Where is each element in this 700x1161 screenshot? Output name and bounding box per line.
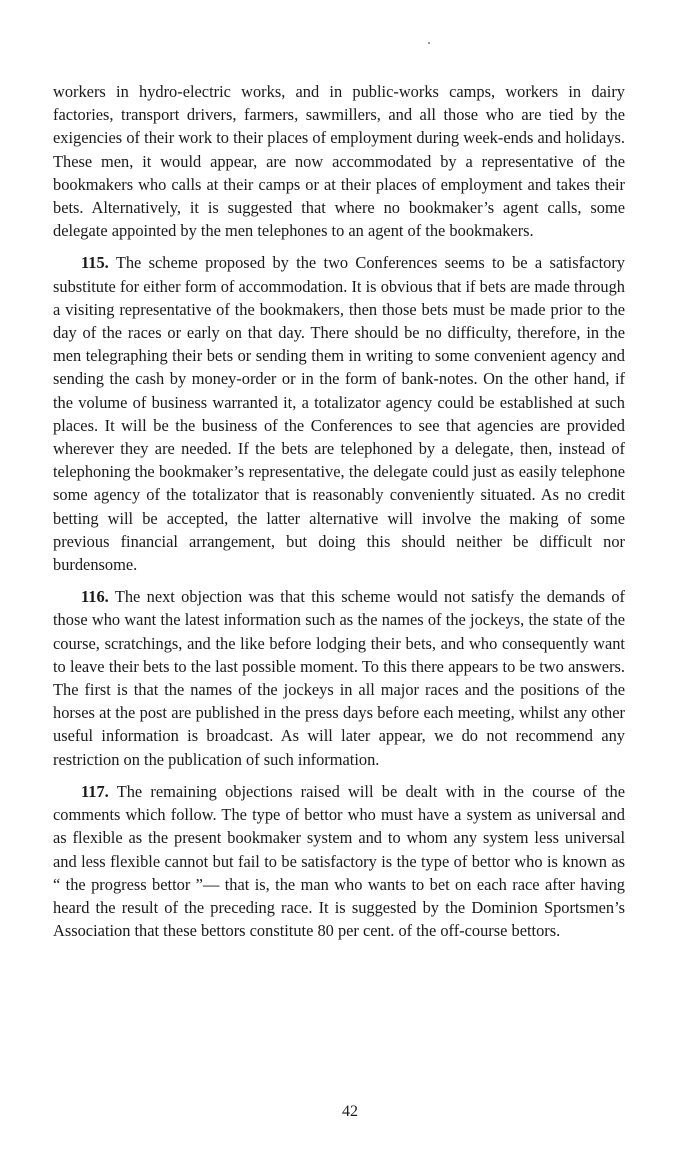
page-number: 42 [342,1103,358,1120]
paragraph-text: workers in hydro-electric works, and in public-works camps, workers in dairy factories, transport drivers, farmers, sawmillers, and all those who are tied by the exigencies of their work to their places of employment during week-ends and holidays. These men, it would appear, are now accommodated by a representative of the bookmakers who calls at their camps or at their places of employment and takes their bets. Alternatively, it is suggested that where no bookmaker’s agent calls, some delegate appointed by the men telephones to an agent of the bookmakers. [53,82,625,241]
paragraph-number: 116. [81,587,109,607]
paragraph-text: The remaining objections raised will be dealt with in the course of the comments which follow. The type of bettor who must have a system as universal and as flexible as the present bookmaker system and to whom any system less universal and less flexible cannot but fail to be satisfactory is the type of bettor who is known as “ the progress bettor ”— that is, the man who wants to bet on each race after having heard the result of the preceding race. It is suggested by the Dominion Sportsmen’s Association that these bettors constitute 80 per cent. of the off-course bettors. [53,781,625,941]
paragraph-number: 115. [81,253,109,273]
scan-speck [428,42,430,44]
document-body [53,80,625,951]
paragraph-continuation [53,80,625,242]
paragraph-116 [53,585,625,771]
paragraph-number: 117. [81,781,109,801]
paragraph-text: The next objection was that this scheme would not satisfy the demands of those who want the latest information such as the names of the jockeys, the state of the course, scratchings, and the like before lodging their bets, and who consequently want to leave their bets to the last possible moment. To this there appears to be two answers. The first is that the names of the jockeys in all major races and the positions of the horses at the post are published in the press days before each meeting, whilst any other useful information is broadcast. As will later appear, we do not recommend any restriction on the publication of such information. [53,587,625,769]
paragraph-117 [53,780,625,942]
paragraph-text: The scheme proposed by the two Conferences seems to be a satisfactory substitute for either form of accommodation. It is obvious that if bets are made through a visiting representative of the bookmakers, then those bets must be made prior to the day of the races or early on that day. There should be no difficulty, therefore, in the men telegraphing their bets or sending them in writing to some convenient agency and sending the cash by money-order or in the form of bank-notes. On the other hand, if the volume of business warranted it, a totalizator agency could be established at such places. It will be the business of the Conferences to see that agencies are provided wherever they are needed. If the bets are telephoned by a delegate, then, instead of telephoning the bookmaker’s representative, the delegate could just as easily telephone some agency of the totalizator that is reasonably conveniently situated. As no credit betting will be accepted, the latter alternative will involve the making of some previous financial arrangement, but doing this should neither be difficult nor burdensome. [53,253,625,575]
paragraph-115 [53,251,625,576]
